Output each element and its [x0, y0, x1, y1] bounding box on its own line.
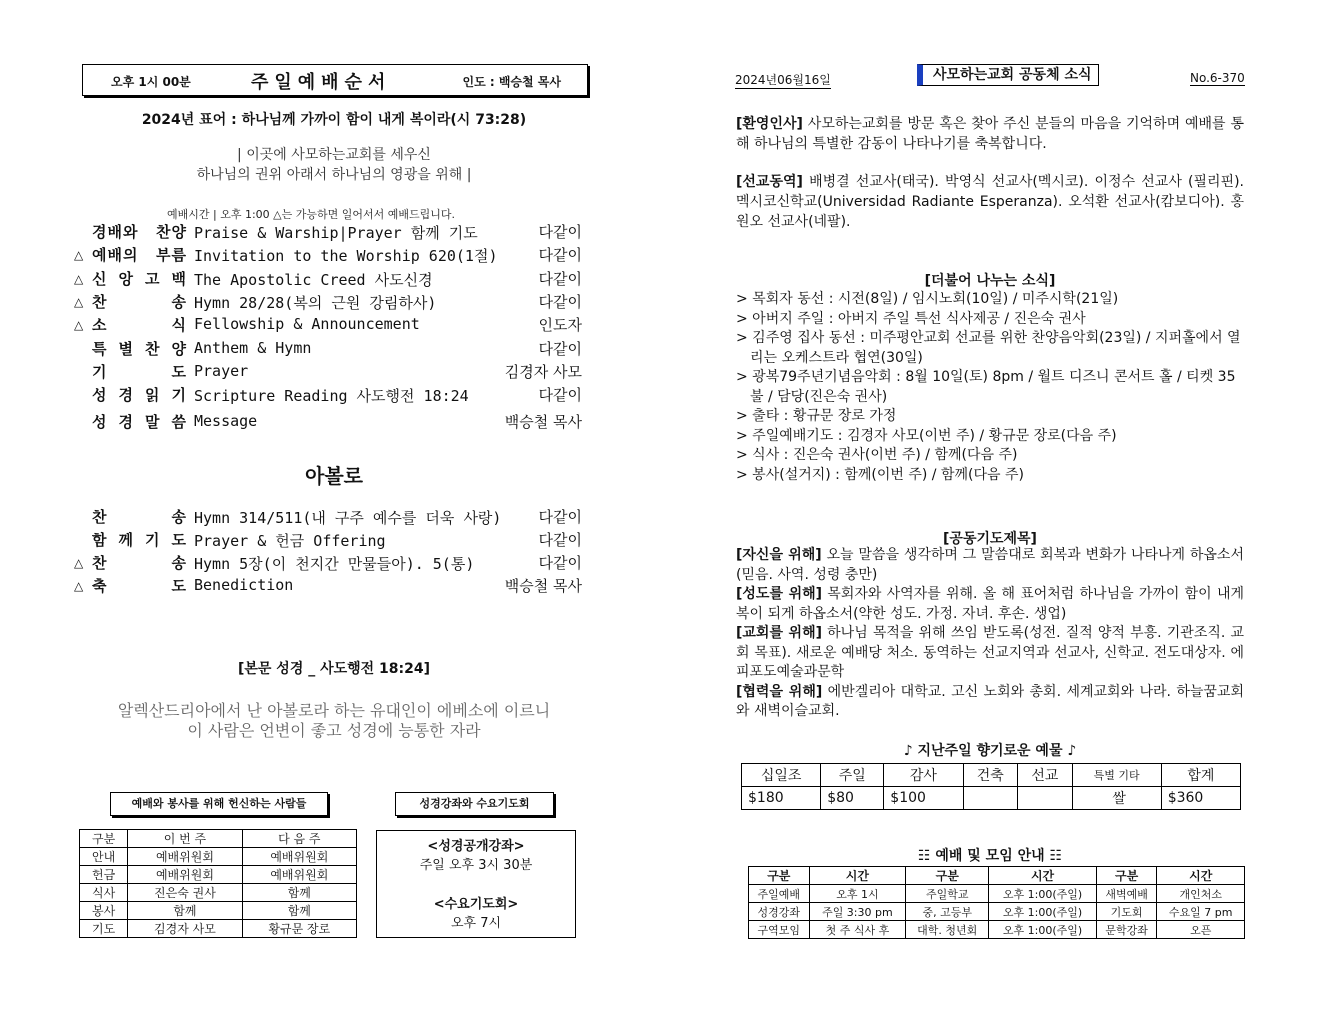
prayer-tag: [협력을 위해] [736, 683, 823, 700]
shared-news-list [736, 290, 1244, 485]
offering-value-cell: 쌀 [1072, 787, 1161, 810]
news-item: > 주일예배기도 : 김경자 사모(이번 주) / 황규문 장로(다음 주) [736, 427, 1117, 444]
prayer-text: 목회자와 사역자를 위해. 올 해 표어처럼 하나님을 가까이 함이 내게 복이 되게 하옵소서(약한 성도. 가정. 자녀. 후손. 생업) [736, 586, 1244, 622]
bible-study-box [376, 830, 576, 938]
schedule-cell: 오후 1:00(주일) [989, 903, 1097, 921]
schedule-cell: 주일 3:30 pm [809, 903, 906, 921]
schedule-cell: 새벽예배 [1096, 885, 1157, 903]
bible-study-heading: <성경공개강좌> [427, 839, 525, 854]
offering-value-cell [963, 787, 1018, 810]
servants-cell: 기도 [80, 920, 128, 938]
scripture-line-2: 이 사람은 언변이 좋고 성경에 능통한 자라 [187, 721, 481, 740]
schedule-header-row [749, 867, 1245, 885]
schedule-cell: 오후 1시 [809, 885, 906, 903]
news-item: > 광복79주년기념음악회 : 8월 10일(토) 8pm / 월트 디즈니 콘서트 홀 / 티켓 35불 / 담당(진은숙 권사) [736, 369, 1236, 405]
prayer-text: 하나님 목적을 위해 쓰임 받도록(성전. 질적 양적 부흥. 기관조직. 교회 목표). 새로운 예배당 처소. 동역하는 선교지역과 선교사, 신학교. 전도대상자. 에피포도예술과문학 [736, 625, 1244, 680]
order-row [74, 268, 590, 290]
offering-value-row [742, 787, 1241, 810]
order-item-leader: 다같이 [538, 223, 582, 241]
schedule-title-wrap [736, 845, 1244, 865]
servants-header-cell: 이 번 주 [128, 830, 242, 848]
order-item-name: 찬 송 [92, 508, 187, 526]
bible-study-time: 주일 오후 3시 30분 [419, 858, 533, 873]
order-item-leader: 다같이 [538, 340, 582, 358]
order-item-name: 신 앙 고 백 [92, 270, 187, 288]
wednesday-prayer-heading: <수요기도회> [433, 897, 519, 912]
schedule-icon-right: ☷ [1044, 848, 1063, 864]
offering-header-row [742, 764, 1241, 787]
servants-header-row [80, 830, 357, 848]
news-item: > 봉사(설거지) : 함께(이번 주) / 함께(다음 주) [736, 466, 1024, 483]
schedule-header-cell: 시간 [809, 867, 906, 885]
servants-cell: 식사 [80, 884, 128, 902]
welcome-tag: [환영인사] [736, 116, 803, 132]
schedule-row [749, 903, 1245, 921]
order-item-name: 특 별 찬 양 [92, 340, 187, 358]
servants-header-cell: 구분 [80, 830, 128, 848]
year-motto: 2024년 표어 : 하나님께 가까이 함이 내게 복이라(시 73:28) [141, 112, 527, 128]
order-item-leader: 다같이 [538, 554, 582, 572]
offering-value-cell: $180 [742, 787, 821, 810]
order-row [74, 361, 590, 383]
offering-header-cell: 선교 [1018, 764, 1073, 787]
servants-row [80, 866, 357, 884]
schedule-header-cell: 시간 [1157, 867, 1245, 885]
order-item-leader: 백승철 목사 [504, 577, 582, 595]
schedule-header-cell: 시간 [989, 867, 1097, 885]
standing-mark: △ [74, 295, 84, 309]
servants-table [79, 829, 357, 938]
order-row [74, 314, 590, 336]
standing-mark: △ [74, 579, 84, 593]
order-item-name: 함 께 기 도 [92, 531, 187, 549]
bible-study-label: 성경강좌와 수요기도회 [395, 792, 554, 816]
mission-tag: [선교동역] [736, 174, 803, 190]
servants-cell: 김경자 사모 [128, 920, 242, 938]
schedule-row [749, 885, 1245, 903]
order-item-description: Scripture Reading 사도행전 18:24 [194, 387, 469, 405]
order-item-description: Prayer & 헌금 Offering [194, 532, 386, 550]
order-row [74, 338, 590, 360]
servants-label: 예배와 봉사를 위해 헌신하는 사람들 [110, 792, 328, 816]
servants-header-cell: 다 음 주 [242, 830, 356, 848]
order-row [74, 221, 590, 243]
offering-title: ♪ 지난주일 향기로운 예물 ♪ [903, 743, 1077, 759]
offering-value-cell: $100 [884, 787, 963, 810]
servants-cell: 함께 [242, 902, 356, 920]
bulletin-number: No.6-370 [1190, 71, 1245, 85]
order-item-name: 소 식 [92, 316, 187, 334]
offering-header-cell: 건축 [963, 764, 1018, 787]
offering-header-cell: 감사 [884, 764, 963, 787]
order-item-description: Anthem & Hymn [194, 339, 312, 357]
order-row [74, 244, 590, 266]
servants-cell: 황규문 장로 [242, 920, 356, 938]
servants-cell: 헌금 [80, 866, 128, 884]
schedule-cell: 오픈 [1157, 921, 1245, 939]
offering-value-cell: $80 [821, 787, 884, 810]
order-item-leader: 인도자 [538, 316, 582, 334]
community-news-title: 사모하는교회 공동체 소식 [917, 64, 1099, 86]
offering-header-cell: 십일조 [742, 764, 821, 787]
servants-cell: 예배위원회 [128, 866, 242, 884]
order-item-leader: 다같이 [538, 531, 582, 549]
wednesday-prayer-time: 오후 7시 [450, 916, 502, 931]
servants-cell: 봉사 [80, 902, 128, 920]
order-row [74, 506, 590, 528]
news-item: > 김주영 집사 동선 : 미주평안교회 선교를 위한 찬양음악회(23일) / 지퍼홀에서 열리는 오케스트라 협연(30일) [736, 330, 1241, 366]
order-item-name: 기 도 [92, 363, 187, 381]
order-item-leader: 다같이 [538, 508, 582, 526]
offering-header-cell: 합계 [1161, 764, 1240, 787]
servants-row [80, 920, 357, 938]
servants-row [80, 884, 357, 902]
servants-cell: 함께 [242, 884, 356, 902]
order-item-leader: 다같이 [538, 246, 582, 264]
mission-paragraph [736, 172, 1244, 232]
order-item-description: Hymn 5장(이 천지간 만물들아). 5(통) [194, 555, 475, 573]
schedule-cell: 구역모임 [749, 921, 810, 939]
prayer-topics-list [736, 546, 1244, 722]
order-item-description: The Apostolic Creed 사도신경 [194, 271, 433, 289]
schedule-header-cell: 구분 [906, 867, 989, 885]
mission-text: 배병결 선교사(태국). 박영식 선교사(멕시코). 이정수 선교사 (필리핀). 멕시코신학교(Universidad Radiante Esperanza). 오석환 선교사(캄보디아). 홍원오 선교사(네팔). [736, 174, 1244, 230]
order-item-description: Prayer [194, 362, 249, 380]
bulletin-date: 2024년06월16일 [735, 73, 831, 87]
schedule-cell: 성경강좌 [749, 903, 810, 921]
prayer-item [736, 585, 1244, 624]
order-item-name: 성 경 읽 기 [92, 386, 187, 404]
order-item-description: Message [194, 412, 258, 430]
prayer-text: 에반겔리아 대학교. 고신 노회와 총회. 세계교회와 나라. 하늘꿈교회와 새벽이슬교회. [736, 683, 1244, 719]
schedule-header-cell: 구분 [749, 867, 810, 885]
standing-mark: △ [74, 248, 84, 262]
schedule-cell: 오후 1:00(주일) [989, 921, 1097, 939]
order-row [74, 411, 590, 433]
order-item-name: 경배와 찬양 [92, 223, 187, 241]
order-item-leader: 김경자 사모 [504, 363, 582, 381]
shared-news-title: [더불어 나누는 소식] [924, 273, 1056, 289]
schedule-cell: 주일예배 [749, 885, 810, 903]
prayer-topics-title: [공동기도제목] [943, 531, 1037, 547]
order-item-name: 성 경 말 씀 [92, 413, 187, 431]
servants-cell: 예배위원회 [242, 848, 356, 866]
order-item-name: 찬 송 [92, 554, 187, 572]
prayer-tag: [교회를 위해] [736, 625, 822, 641]
sermon-title: 아볼로 [305, 464, 363, 488]
order-title: 주일예배순서 [251, 72, 392, 93]
servants-cell: 안내 [80, 848, 128, 866]
news-item: > 식사 : 진은숙 권사(이번 주) / 함께(다음 주) [736, 447, 1018, 463]
order-row [74, 291, 590, 313]
order-item-leader: 다같이 [538, 270, 582, 288]
order-item-leader: 백승철 목사 [504, 413, 582, 431]
schedule-cell: 기도회 [1096, 903, 1157, 921]
offering-value-cell [1018, 787, 1073, 810]
founding-line-1: | 이곳에 사모하는교회를 세우신 [237, 147, 431, 163]
servants-row [80, 902, 357, 920]
order-item-description: Invitation to the Worship 620(1절) [194, 247, 498, 265]
order-item-name: 축 도 [92, 577, 187, 595]
order-item-description: Hymn 28/28(복의 근원 강림하사) [194, 294, 437, 312]
order-row [74, 529, 590, 551]
schedule-header-cell: 구분 [1096, 867, 1157, 885]
service-leader: 인도 : 백승철 목사 [462, 75, 561, 89]
order-item-leader: 다같이 [538, 293, 582, 311]
schedule-cell: 개인처소 [1157, 885, 1245, 903]
prayer-item [736, 624, 1244, 683]
schedule-title: 예배 및 모임 안내 [935, 848, 1045, 864]
prayer-tag: [자신을 위해] [736, 547, 822, 563]
prayer-tag: [성도를 위해] [736, 586, 823, 602]
prayer-text: 오늘 말씀을 생각하며 그 말씀대로 회복과 변화가 나타나게 하옵소서(믿음. 사역. 성령 충만) [736, 547, 1244, 583]
news-item: > 출타 : 황규문 장로 가정 [736, 408, 897, 424]
schedule-cell: 대학. 청년회 [906, 921, 989, 939]
offering-header-cell: 주일 [821, 764, 884, 787]
schedule-row [749, 921, 1245, 939]
servants-cell: 진은숙 권사 [128, 884, 242, 902]
order-item-name: 예배의 부름 [92, 246, 187, 264]
news-item: > 목회자 동선 : 시전(8일) / 임시노회(10일) / 미주시학(21일) [736, 291, 1119, 307]
order-row [74, 575, 590, 597]
order-item-description: Benediction [194, 576, 294, 594]
prayer-item [736, 683, 1244, 722]
welcome-text: 사모하는교회를 방문 혹은 찾아 주신 분들의 마음을 기억하며 예배를 통해 하나님의 특별한 감동이 나타나기를 축복합니다. [736, 116, 1244, 152]
order-row [74, 384, 590, 406]
schedule-icon-left: ☷ [917, 848, 936, 864]
founding-line-2: 하나님의 권위 아래서 하나님의 영광을 위해 | [196, 167, 472, 183]
schedule-cell: 문학강좌 [1096, 921, 1157, 939]
servants-row [80, 848, 357, 866]
schedule-cell: 오후 1:00(주일) [989, 885, 1097, 903]
prayer-item [736, 546, 1244, 585]
service-note: 예배시간 | 오후 1:00 △는 가능하면 일어서서 예배드립니다. [167, 208, 455, 221]
offering-header-cell: 특별 기타 [1072, 764, 1161, 787]
order-item-description: Hymn 314/511(내 구주 예수를 더욱 사랑) [194, 509, 502, 527]
news-item: > 아버지 주일 : 아버지 주일 특선 식사제공 / 진은숙 권사 [736, 310, 1086, 327]
order-item-description: Fellowship & Announcement [194, 315, 420, 333]
servants-cell: 예배위원회 [242, 866, 356, 884]
schedule-cell: 첫 주 식사 후 [809, 921, 906, 939]
order-item-name: 찬 송 [92, 293, 187, 311]
order-row [74, 552, 590, 574]
order-of-service-header [82, 64, 588, 96]
schedule-cell: 주일학교 [906, 885, 989, 903]
offering-value-cell: $360 [1161, 787, 1240, 810]
schedule-cell: 중, 고등부 [906, 903, 989, 921]
standing-mark: △ [74, 556, 84, 570]
schedule-cell: 수요일 7 pm [1157, 903, 1245, 921]
welcome-paragraph [736, 114, 1244, 154]
servants-cell: 예배위원회 [128, 848, 242, 866]
standing-mark: △ [74, 272, 84, 286]
standing-mark: △ [74, 318, 84, 332]
order-item-leader: 다같이 [538, 386, 582, 404]
order-item-description: Praise & Warship|Prayer 함께 기도 [194, 224, 478, 242]
service-time: 오후 1시 00분 [111, 75, 191, 89]
schedule-table [748, 866, 1245, 939]
offering-table [741, 763, 1241, 810]
scripture-title: [본문 성경 _ 사도행전 18:24] [237, 661, 431, 677]
servants-cell: 함께 [128, 902, 242, 920]
scripture-line-1: 알렉산드리아에서 난 아볼로라 하는 유대인이 에베소에 이르니 [117, 701, 551, 720]
